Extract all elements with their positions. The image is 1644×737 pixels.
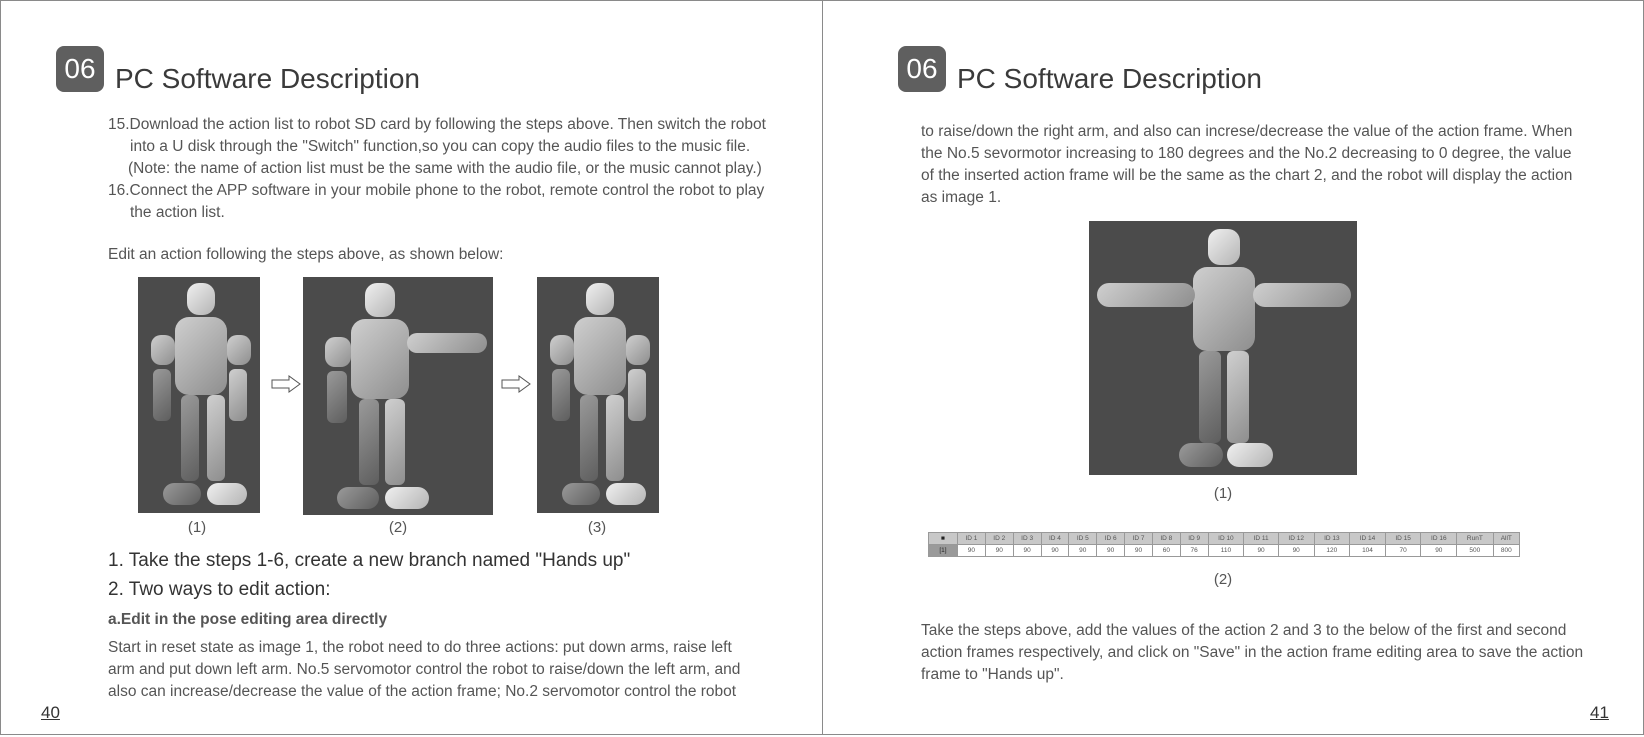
page-number: 40 bbox=[41, 703, 60, 722]
table-corner-cell: ■ bbox=[929, 533, 958, 545]
table-value-cell[interactable]: 104 bbox=[1350, 545, 1386, 557]
table-value-cell[interactable]: 90 bbox=[1041, 545, 1069, 557]
table-value-cell[interactable]: 76 bbox=[1180, 545, 1208, 557]
table-value-cell[interactable]: 90 bbox=[1097, 545, 1125, 557]
table-header-cell: RunT bbox=[1457, 533, 1493, 545]
table-caption: (2) bbox=[1213, 571, 1233, 588]
caption-1: (1) bbox=[187, 519, 207, 536]
body-line: Take the steps above, add the values of the action 2 and 3 to the below of the first and second bbox=[921, 622, 1567, 639]
table-header-cell: ID 9 bbox=[1180, 533, 1208, 545]
table-header-cell: ID 14 bbox=[1350, 533, 1386, 545]
point-1: 1. Take the steps 1-6, create a new branch named "Hands up" bbox=[108, 550, 631, 571]
table-header-cell: ID 1 bbox=[958, 533, 986, 545]
table-header-cell: ID 5 bbox=[1069, 533, 1097, 545]
table-value-cell[interactable]: 90 bbox=[958, 545, 986, 557]
robot-figure bbox=[1089, 229, 1357, 473]
step15-line1: 15.Download the action list to robot SD card by following the steps above. Then switch the robot bbox=[108, 116, 766, 133]
caption-3: (3) bbox=[587, 519, 607, 536]
table-value-cell[interactable]: 120 bbox=[1314, 545, 1350, 557]
point-2: 2. Two ways to edit action: bbox=[108, 579, 331, 600]
edit-intro: Edit an action following the steps above, as shown below: bbox=[108, 246, 504, 263]
table-header-cell: ID 15 bbox=[1385, 533, 1421, 545]
body-line: action frames respectively, and click on "Save" in the action frame editing area to save the action bbox=[921, 644, 1584, 661]
body-line: to raise/down the right arm, and also can increse/decrease the value of the action frame. When bbox=[921, 123, 1573, 140]
table-value-cell[interactable]: 90 bbox=[985, 545, 1013, 557]
table-value-cell[interactable]: 90 bbox=[1278, 545, 1314, 557]
step16-line2: the action list. bbox=[130, 204, 225, 221]
table-value-cell[interactable]: 90 bbox=[1421, 545, 1457, 557]
final-text bbox=[921, 620, 1621, 686]
action-frame-table bbox=[928, 532, 1520, 557]
table-header-cell: ID 4 bbox=[1041, 533, 1069, 545]
robot-image-2 bbox=[303, 277, 493, 515]
table-header-cell: ID 11 bbox=[1244, 533, 1279, 545]
table-header-cell: ID 16 bbox=[1421, 533, 1457, 545]
body-line: frame to "Hands up". bbox=[921, 666, 1064, 683]
table-header-cell: ID 12 bbox=[1278, 533, 1314, 545]
table-value-cell[interactable]: 90 bbox=[1013, 545, 1041, 557]
caption-2: (2) bbox=[388, 519, 408, 536]
table-header-cell: ID 13 bbox=[1314, 533, 1350, 545]
table-row[interactable] bbox=[929, 545, 1520, 557]
continued-text bbox=[921, 121, 1621, 209]
body-line: as image 1. bbox=[921, 189, 1002, 206]
arrow-right-icon bbox=[501, 375, 531, 393]
arrow-right-icon bbox=[271, 375, 301, 393]
table-header-cell: AllT bbox=[1493, 533, 1519, 545]
steps-block bbox=[108, 114, 788, 224]
table-value-cell[interactable]: 70 bbox=[1385, 545, 1421, 557]
page-title: PC Software Description bbox=[957, 63, 1263, 94]
table-value-cell[interactable]: 800 bbox=[1493, 545, 1519, 557]
robot-figure bbox=[149, 283, 249, 509]
robot-figure bbox=[315, 283, 490, 511]
table-row-label: [1] bbox=[929, 545, 958, 557]
robot-image-3 bbox=[537, 277, 659, 513]
body-line: of the inserted action frame will be the same as the chart 2, and the robot will display the action bbox=[921, 167, 1573, 184]
table-value-cell[interactable]: 60 bbox=[1152, 545, 1180, 557]
page-title: PC Software Description bbox=[115, 63, 421, 94]
right-page bbox=[822, 0, 1644, 735]
left-page bbox=[0, 0, 823, 735]
robot-image-1 bbox=[138, 277, 260, 513]
step16-line1: 16.Connect the APP software in your mobile phone to the robot, remote control the robot to play bbox=[108, 182, 765, 199]
subheading: a.Edit in the pose editing area directly bbox=[108, 611, 388, 628]
robot-image-tpose bbox=[1089, 221, 1357, 475]
robot-figure bbox=[548, 283, 648, 509]
table-header-cell: ID 6 bbox=[1097, 533, 1125, 545]
table-header-cell: ID 10 bbox=[1208, 533, 1244, 545]
step15-line2: into a U disk through the "Switch" function,so you can copy the audio files to the music file. bbox=[130, 138, 751, 155]
chapter-badge: 06 bbox=[56, 46, 104, 92]
step15-note: (Note: the name of action list must be the same with the audio file, or the music cannot play.) bbox=[128, 160, 762, 177]
table-value-cell[interactable]: 500 bbox=[1457, 545, 1493, 557]
body-line: the No.5 sevormotor increasing to 180 degrees and the No.2 decreasing to 0 degree, the value bbox=[921, 145, 1572, 162]
table-header-row bbox=[929, 533, 1520, 545]
image-caption: (1) bbox=[1213, 485, 1233, 502]
table-header-cell: ID 3 bbox=[1013, 533, 1041, 545]
body-line: also can increase/decrease the value of the action frame; No.2 servomotor control the robot bbox=[108, 683, 737, 700]
body-text bbox=[108, 637, 798, 703]
table-header-cell: ID 8 bbox=[1152, 533, 1180, 545]
table-value-cell[interactable]: 90 bbox=[1244, 545, 1279, 557]
chapter-badge: 06 bbox=[898, 46, 946, 92]
body-line: Start in reset state as image 1, the robot need to do three actions: put down arms, raise left bbox=[108, 639, 732, 656]
body-line: arm and put down left arm. No.5 servomotor control the robot to raise/down the left arm, and bbox=[108, 661, 741, 678]
table-header-cell: ID 7 bbox=[1125, 533, 1153, 545]
table-value-cell[interactable]: 110 bbox=[1208, 545, 1244, 557]
table-value-cell[interactable]: 90 bbox=[1069, 545, 1097, 557]
table-header-cell: ID 2 bbox=[985, 533, 1013, 545]
table-value-cell[interactable]: 90 bbox=[1125, 545, 1153, 557]
page-number: 41 bbox=[1590, 703, 1609, 722]
